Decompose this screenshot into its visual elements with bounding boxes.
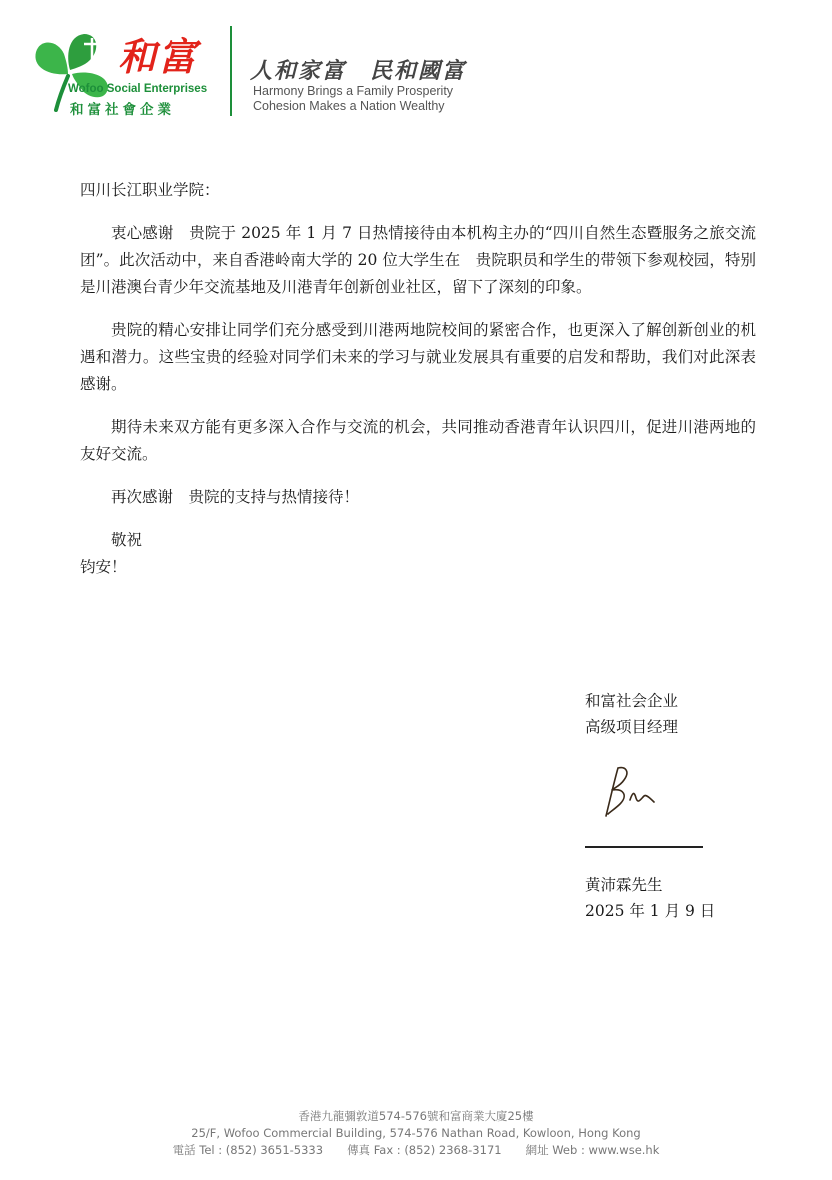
- paragraph: 衷心感谢 贵院于 2025 年 1 月 7 日热情接待由本机构主办的“四川自然生态暨服务之旅交流团”。此次活动中，来自香港岭南大学的 20 位大学生在 贵院职员和学生的带领下参观校园，特别是川港澳台青少年交流基地及川港青年创新创业社区，留下了深刻的印象。: [80, 224, 756, 296]
- closing-salute: 敬祝: [111, 531, 143, 549]
- logo-chinese-name: 和富社會企業: [70, 102, 175, 118]
- closing-wish: 钧安！: [80, 558, 127, 576]
- paragraph: 期待未来双方能有更多深入合作与交流的机会，共同推动香港青年认识四川，促进川港两地的友好交流。: [80, 418, 756, 463]
- signer-details: [585, 872, 715, 924]
- logo-english-name: Wofoo Social Enterprises: [68, 83, 208, 95]
- letter-date: 2025 年 1 月 9 日: [585, 902, 716, 920]
- signature-line: [585, 846, 703, 848]
- footer-web[interactable]: 網址 Web : www.wse.hk: [525, 1143, 660, 1157]
- footer: [0, 1108, 832, 1159]
- footer-address-zh: 香港九龍彌敦道574-576號和富商業大廈25樓: [298, 1109, 534, 1123]
- signer-name: 黄沛霖先生: [585, 876, 663, 894]
- signature-block: [585, 688, 678, 740]
- paragraph: 贵院的精心安排让同学们充分感受到川港两地院校间的紧密合作，也更深入了解创新创业的机遇和潜力。这些宝贵的经验对同学们未来的学习与就业发展具有重要的启发和帮助，我们对此深表感谢。: [80, 321, 756, 393]
- salutation: 四川长江职业学院：: [80, 181, 220, 199]
- tagline-2: Cohesion Makes a Nation Wealthy: [253, 99, 445, 113]
- handwritten-signature: [596, 760, 660, 824]
- paragraph: 再次感谢 贵院的支持与热情接待！: [111, 488, 360, 506]
- logo-wordmark: 和富: [118, 34, 199, 79]
- footer-fax: 傳真 Fax : (852) 2368-3171: [347, 1143, 502, 1157]
- signer-title: 高级项目经理: [585, 718, 679, 736]
- letterhead: [28, 24, 508, 120]
- signer-organization: 和富社会企业: [585, 692, 679, 710]
- footer-address-en: 25/F, Wofoo Commercial Building, 574-576 Nathan Road, Kowloon, Hong Kong: [191, 1126, 641, 1140]
- header-divider: [230, 26, 232, 116]
- letter-body: [80, 177, 756, 581]
- tagline-1: Harmony Brings a Family Prosperity: [253, 84, 454, 98]
- header-motto: 人和家富 民和國富: [250, 58, 467, 84]
- footer-contacts: [0, 1142, 832, 1159]
- footer-tel: 電話 Tel : (852) 3651-5333: [172, 1143, 324, 1157]
